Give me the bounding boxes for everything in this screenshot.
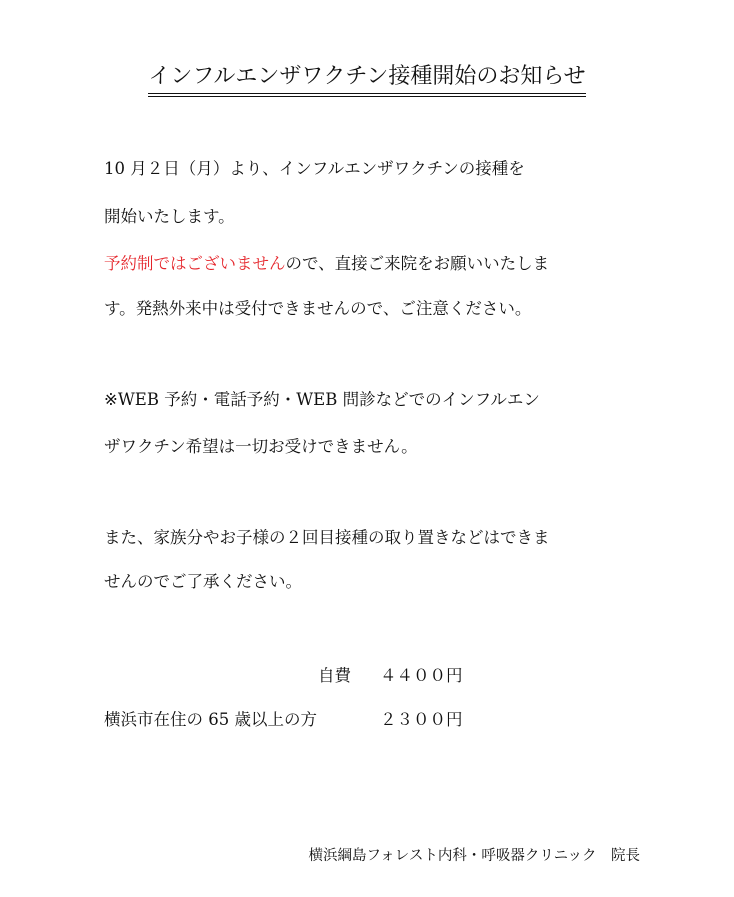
self-pay-amount: ４４００円 bbox=[380, 666, 463, 685]
paragraph1-line1: 10 月２日（月）より、インフルエンザワクチンの接種を bbox=[104, 159, 525, 178]
paragraph2-line1 bbox=[104, 252, 549, 276]
paragraph4-line1: また、家族分やお子様の２回目接種の取り置きなどはできま bbox=[104, 528, 550, 547]
paragraph2-line1-rest: ので、直接ご来院をお願いいたしま bbox=[285, 254, 550, 273]
no-reservation-highlight: 予約制ではございません bbox=[104, 254, 286, 273]
paragraph1-line2: 開始いたします。 bbox=[104, 207, 235, 226]
paragraph3-line1: ※WEB 予約・電話予約・WEB 問診などでのインフルエン bbox=[104, 390, 540, 409]
resident-amount: ２３００円 bbox=[380, 710, 463, 729]
paragraph2-line2: す。発熱外来中は受付できませんので、ご注意ください。 bbox=[104, 299, 532, 318]
paragraph4-line2: せんのでご了承ください。 bbox=[104, 572, 302, 591]
clinic-signature: 横浜綱島フォレスト内科・呼吸器クリニック 院長 bbox=[308, 848, 640, 864]
resident-label: 横浜市在住の 65 歳以上の方 bbox=[104, 710, 317, 729]
notice-title-text: インフルエンザワクチン接種開始のお知らせ bbox=[148, 62, 585, 94]
paragraph3-line2: ザワクチン希望は一切お受けできません。 bbox=[104, 437, 418, 456]
self-pay-label: 自費 bbox=[318, 666, 351, 685]
notice-title bbox=[0, 62, 734, 94]
